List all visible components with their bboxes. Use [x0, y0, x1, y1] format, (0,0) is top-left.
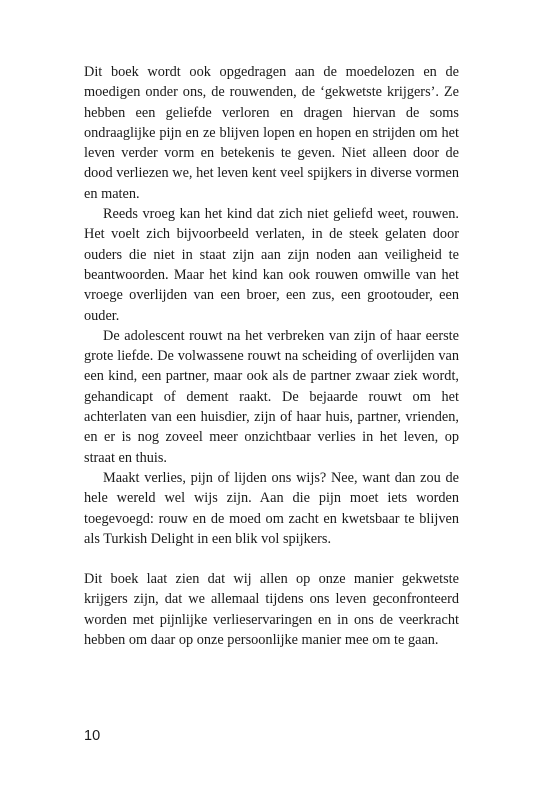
- paragraph-book-purpose: Dit boek laat zien dat wij allen op onze manier gekwetste krijgers zijn, dat we allemaal tijdens ons leven geconfronteerd worden met pijnlijke verlieservaringen en in ons de veerkracht hebben om daar op onze persoonlijke manier mee om te gaan.: [84, 571, 459, 649]
- paragraph-dedication: Dit boek wordt ook opgedragen aan de moedelozen en de moedigen onder ons, de rouwenden, de ‘gekwetste krijgers’. Ze hebben een geliefde verloren en dragen hiervan de soms ondraaglijke pijn en ze blijven lopen en hopen en strijden om het leven verder vorm en betekenis te geven. Niet alleen door de dood verliezen we, het leven kent veel spijkers in diverse vormen en maten.: [84, 64, 459, 202]
- paragraph-child-grief: Reeds vroeg kan het kind dat zich niet geliefd weet, rouwen. Het voelt zich bijvoorbeeld verlaten, in de steek gelaten door ouders die niet in staat zijn aan zijn noden aan veiligheid te beantwoorden. Maar het kind kan ook rouwen omwille van het vroege overlijden van een broer, een zus, een grootouder, een ouder.: [84, 206, 459, 324]
- paragraph-adult-grief: De adolescent rouwt na het verbreken van zijn of haar eerste grote liefde. De volwassene rouwt na scheiding of overlijden van een kind, een partner, maar ook als de partner zwaar ziek wordt, gehandicapt of dement raakt. De bejaarde rouwt om het achterlaten van een huisdier, zijn of haar huis, partner, vrienden, en er is nog zoveel meer onzichtbaar verlies in het leven, op straat en thuis.: [84, 327, 459, 466]
- page-number: 10: [84, 728, 101, 744]
- body-text: [84, 62, 459, 650]
- paragraph-wisdom: Maakt verlies, pijn of lijden ons wijs? Nee, want dan zou de hele wereld wel wijs zijn. Aan die pijn moet iets worden toegevoegd: rouw en de moed om zacht en kwetsbaar te blijven als Turkish Delight in een blik vol spijkers.: [84, 469, 459, 547]
